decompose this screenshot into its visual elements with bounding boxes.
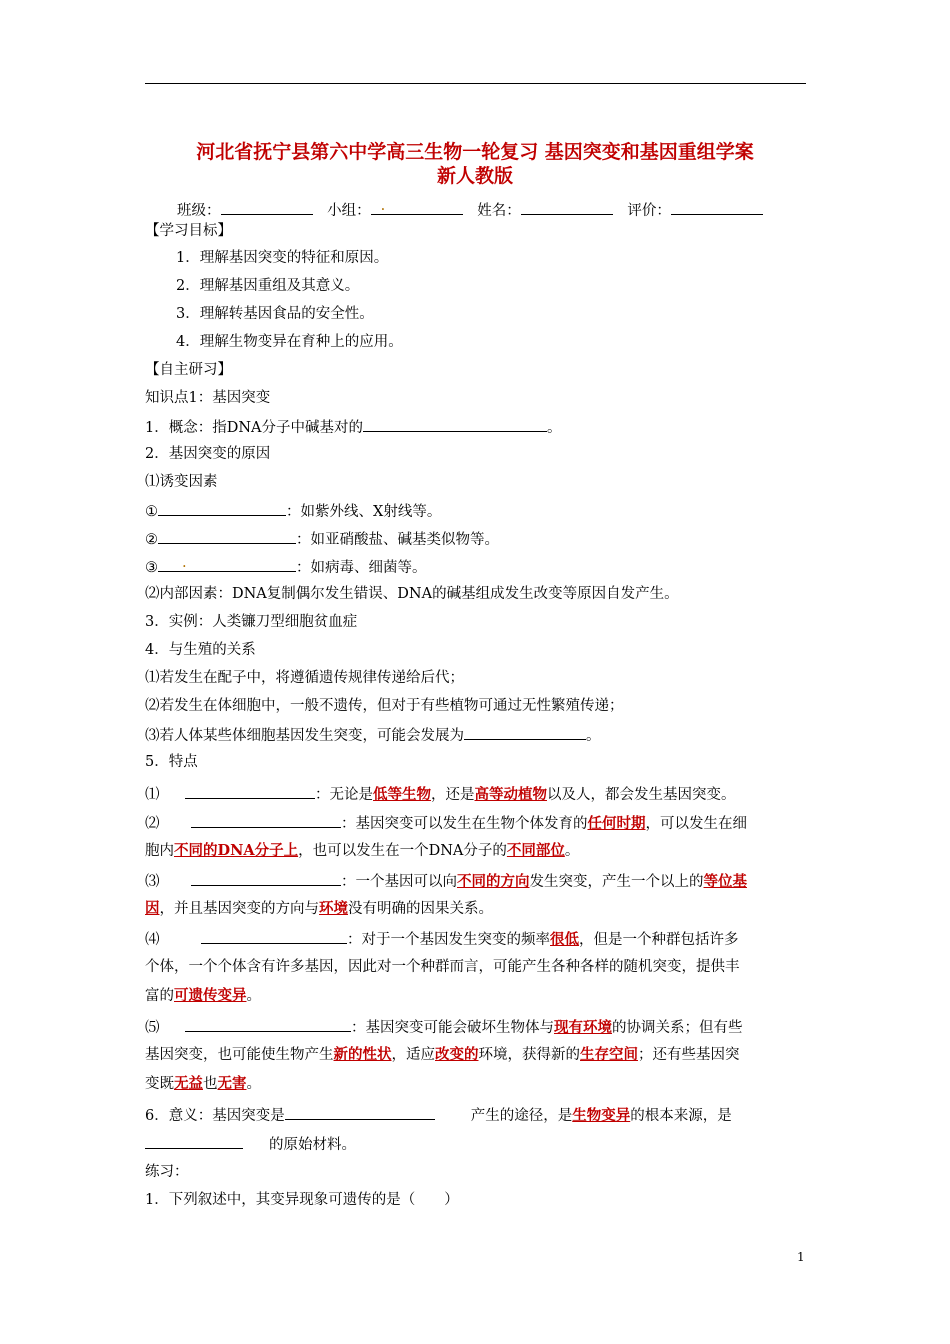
concept-blank[interactable]	[363, 416, 547, 432]
biological-factor-blank[interactable]	[158, 556, 296, 572]
chemical-factor-line: ② ：如亚硝酸盐、碱基类似物等。	[145, 528, 499, 550]
example-line: 3．实例：人类镰刀型细胞贫血症	[145, 614, 358, 630]
feature-4-cont-2: 富的可遗传变异。	[145, 987, 261, 1004]
question-1: 1．下列叙述中，其变异现象可遗传的是（ ）	[145, 1192, 459, 1208]
feature-3-cont: 因，并且基因突变的方向与环境没有明确的因果关系。	[145, 900, 493, 917]
meaning-line-2: 的原始材料。	[145, 1133, 356, 1155]
physical-factor-line: ① ：如紫外线、X射线等。	[145, 500, 441, 522]
document-title-line2: 新人教版	[436, 165, 513, 187]
feature-3: ⑶ ：一个基因可以向不同的方向发生突变，产生一个以上的等位基	[145, 870, 747, 892]
cause-heading: 2．基因突变的原因	[145, 446, 271, 462]
practice-heading: 练习：	[145, 1164, 189, 1180]
reproduction-item-2: ⑵若发生在体细胞中，一般不遗传，但对于有些植物可通过无性繁殖传递；	[145, 698, 624, 714]
goal-item-3: 3．理解转基因食品的安全性。	[176, 306, 374, 322]
feature-2-blank[interactable]	[191, 812, 341, 828]
class-blank[interactable]	[221, 199, 313, 215]
meaning-blank-1[interactable]	[285, 1104, 435, 1120]
knowledge-point-1: 知识点1：基因突变	[145, 390, 271, 406]
name-blank[interactable]	[521, 199, 613, 215]
group-label: 小组：	[327, 203, 371, 219]
evaluation-blank[interactable]	[671, 199, 763, 215]
page-number: 1	[797, 1250, 805, 1264]
reproduction-item-3: ⑶若人体某些体细胞基因发生突变，可能会发展为 。	[145, 724, 601, 746]
feature-1-blank[interactable]	[185, 783, 315, 799]
feature-4-cont-1: 个体，一个个体含有许多基因，因此对一个种群而言，可能产生各种各样的随机突变，提供丰	[145, 959, 740, 975]
goal-item-2: 2．理解基因重组及其意义。	[176, 278, 360, 294]
feature-2: ⑵ ：基因突变可以发生在生物个体发育的任何时期，可以发生在细	[145, 812, 747, 834]
reproduction-item-1: ⑴若发生在配子中，将遵循遗传规律传递给后代；	[145, 670, 464, 686]
feature-5: ⑸ ：基因突变可能会破坏生物体与现有环境的协调关系；但有些	[145, 1016, 743, 1038]
feature-5-blank[interactable]	[185, 1016, 351, 1032]
feature-1: ⑴ ：无论是低等生物，还是高等动植物以及人，都会发生基因突变。	[145, 783, 736, 805]
feature-5-cont-2: 变既无益也无害。	[145, 1075, 261, 1092]
feature-5-cont-1: 基因突变，也可能使生物产生新的性状，适应改变的环境，获得新的生存空间；还有些基因突	[145, 1046, 740, 1063]
feature-heading: 5．特点	[145, 754, 198, 770]
name-label: 姓名：	[477, 203, 521, 219]
meaning-line: 6．意义：基因突变是 产生的途径，是生物变异的根本来源，是	[145, 1104, 732, 1126]
biological-factor-mark: .	[182, 555, 187, 571]
chemical-factor-blank[interactable]	[158, 528, 296, 544]
goal-item-4: 4．理解生物变异在育种上的应用。	[176, 334, 403, 350]
class-label: 班级：	[177, 203, 221, 219]
feature-4: ⑷ ：对于一个基因发生突变的频率很低，但是一个种群包括许多	[145, 928, 739, 950]
feature-4-blank[interactable]	[201, 928, 347, 944]
group-mark: .	[380, 198, 386, 214]
meaning-blank-2[interactable]	[145, 1133, 243, 1149]
reproduction-heading: 4．与生殖的关系	[145, 642, 256, 658]
inducer-heading: ⑴诱变因素	[145, 474, 218, 490]
cancer-blank[interactable]	[464, 724, 586, 740]
goal-item-1: 1．理解基因突变的特征和原因。	[176, 250, 389, 266]
evaluation-label: 评价：	[627, 203, 671, 219]
physical-factor-blank[interactable]	[158, 500, 286, 516]
feature-3-blank[interactable]	[191, 870, 341, 886]
header-rule	[145, 83, 806, 84]
biological-factor-line: ③ . ：如病毒、细菌等。	[145, 555, 427, 576]
group-blank[interactable]	[371, 199, 463, 215]
feature-2-cont: 胞内不同的DNA分子上，也可以发生在一个DNA分子的不同部位。	[145, 842, 580, 859]
study-heading: 【自主研习】	[145, 362, 232, 378]
document-title-line1: 河北省抚宁县第六中学高三生物一轮复习 基因突变和基因重组学案	[196, 141, 754, 163]
goals-heading: 【学习目标】	[145, 223, 232, 239]
header-fields	[177, 199, 763, 221]
internal-factor: ⑵内部因素：DNA复制偶尔发生错误、DNA的碱基组成发生改变等原因自发产生。	[145, 586, 679, 602]
concept-line: 1．概念：指DNA分子中碱基对的 。	[145, 416, 562, 438]
